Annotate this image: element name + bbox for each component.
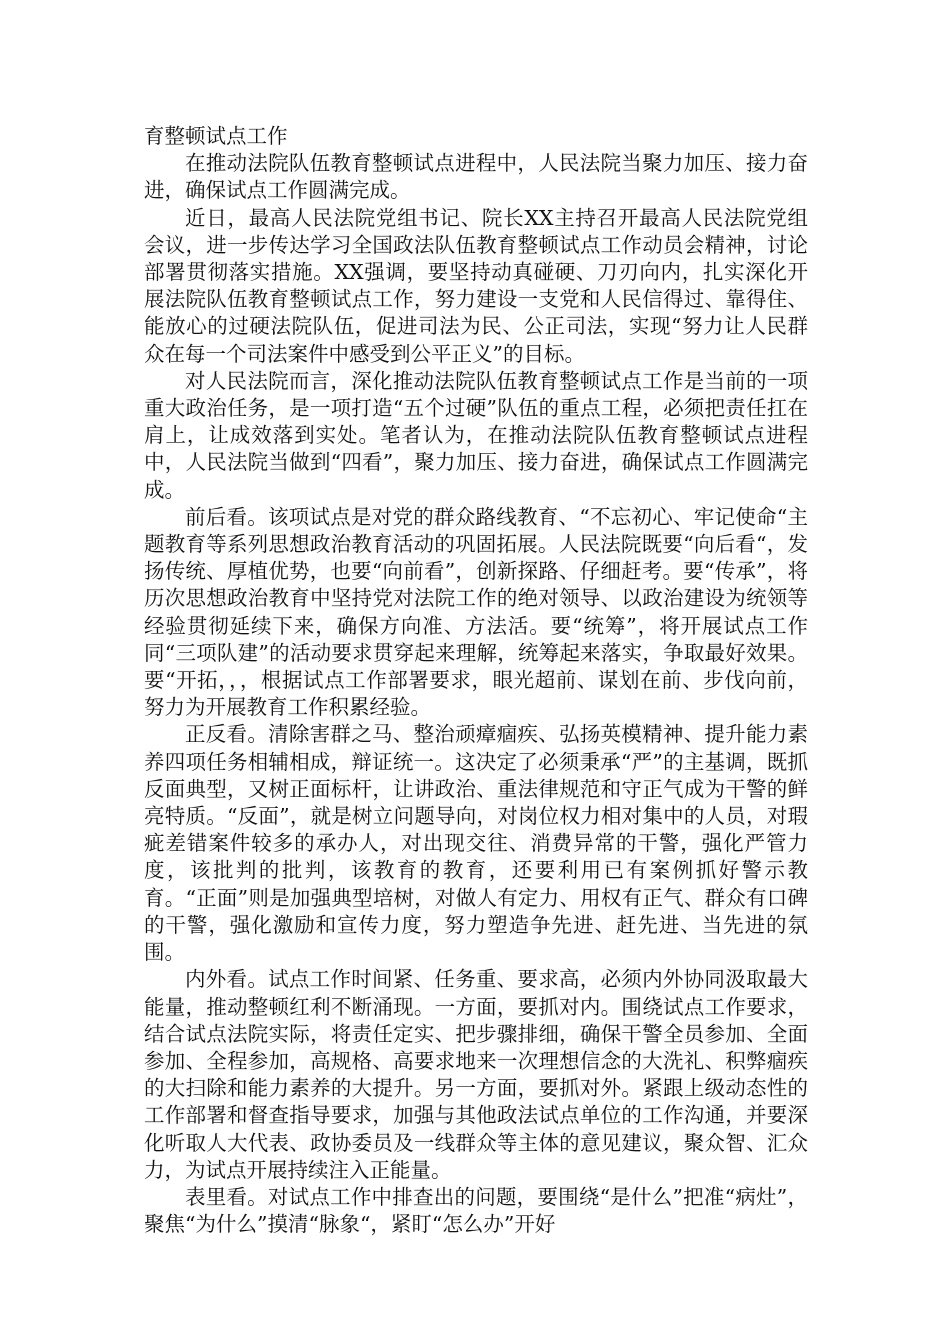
paragraph-inside-outside: 内外看。试点工作时间紧、任务重、要求高，必须内外协同汲取最大能量，推动整顿红利不断涌现。一方面，要抓对内。围绕试点工作要求，结合试点法院实际，将责任定实、把步骤排细，确保干警全员参加、全面参加、全程参加，高规格、高要求地来一次理想信念的大洗礼、积弊痼疾的大扫除和能力素养的大提升。另一方面，要抓对外。紧跟上级动态性的工作部署和督查指导要求，加强与其他政法试点单位的工作沟通，并要深化听取人大代表、政协委员及一线群众等主体的意见建议，聚众智、汇众力，为试点开展持续注入正能量。 <box>144 967 808 1182</box>
paragraph-intro: 在推动法院队伍教育整顿试点进程中，人民法院当聚力加压、接力奋进，确保试点工作圆满完成。 <box>144 151 808 203</box>
paragraph-surface-inner: 表里看。对试点工作中排查出的问题，要围绕“是什么”把准“病灶”，聚焦“为什么”摸清“脉象“，紧盯“怎么办”开好 <box>144 1184 808 1237</box>
paragraph-importance: 对人民法院而言，深化推动法院队伍教育整顿试点工作是当前的一项重大政治任务，是一项打造“五个过硬”队伍的重点工程，必须把责任扛在肩上，让成效落到实处。笔者认为，在推动法院队伍教育整顿试点进程中，人民法院当做到“四看”，聚力加压、接力奋进，确保试点工作圆满完成。 <box>144 368 808 502</box>
heading-fragment: 育整顿试点工作 <box>144 124 288 148</box>
paragraph-front-back: 前后看。该项试点是对党的群众路线教育、“不忘初心、牢记使命“主题教育等系列思想政治教育活动的巩固拓展。人民法院既要“向后看“，发扬传统、厚植优势，也要“向前看”，创新探路、仔细赶考。要“传承”，将历次思想政治教育中坚持党对法院工作的绝对领导、以政治建设为统领等经验贯彻延续下来，确保方向准、方法活。要“统筹”，将开展试点工作同“三项队建”的活动要求贯穿起来理解，统筹起来落实，争取最好效果。要“开拓，，，根据试点工作部署要求，眼光超前、谋划在前、步伐向前，努力为开展教育工作积累经验。 <box>144 504 808 720</box>
document-page <box>144 123 808 1238</box>
paragraph-meeting: 近日，最高人民法院党组书记、院长XX主持召开最高人民法院党组会议，进一步传达学习全国政法队伍教育整顿试点工作动员会精神，讨论部署贯彻落实措施。XX强调，要坚持动真碰硬、刀刃向内，扎实深化开展法院队伍教育整顿试点工作，努力建设一支党和人民信得过、靠得住、能放心的过硬法院队伍，促进司法为民、公正司法，实现“努力让人民群众在每一个司法案件中感受到公平正义”的目标。 <box>144 205 808 366</box>
paragraph-positive-negative: 正反看。清除害群之马、整治顽瘴痼疾、弘扬英模精神、提升能力素养四项任务相辅相成，辩证统一。这决定了必须秉承“严”的主基调，既抓反面典型，又树正面标杆，让讲政治、重法律规范和守正气成为干警的鲜亮特质。“反面”，就是树立问题导向，对岗位权力相对集中的人员，对瑕疵差错案件较多的承办人，对出现交往、消费异常的干警，强化严管力度，该批判的批判，该教育的教育，还要利用已有案例抓好警示教育。“正面”则是加强典型培树，对做人有定力、用权有正气、群众有口碑的干警，强化激励和宣传力度，努力塑造争先进、赶先进、当先进的氛围。 <box>144 722 808 965</box>
